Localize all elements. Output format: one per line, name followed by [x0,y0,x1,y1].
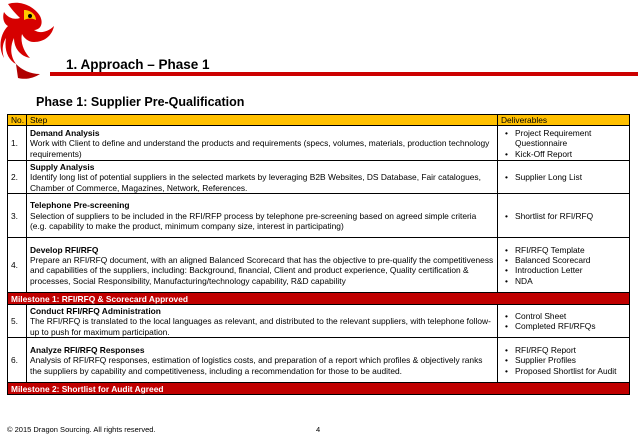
step-description: The RFI/RFQ is translated to the local languages as relevant, and distributed to the relevant suppliers, with telephone follow-up to push for maximum participation. [30,316,491,337]
step-description: Identify long list of potential suppliers in the selected markets by leveraging B2B Websites, DS Database, Fair catalogues, Chamber of Commerce, Magazines, Network, References. [30,172,481,193]
row-number: 4. [8,238,27,293]
deliverable-item: • Completed RFI/RFQs [515,321,626,331]
step-cell [27,238,498,293]
deliverable-item: • Proposed Shortlist for Audit [515,366,626,376]
deliverable-item: • Shortlist for RFI/RFQ [515,211,626,221]
row-number: 5. [8,305,27,338]
deliverables-cell [498,126,630,161]
approach-table [7,114,630,395]
header-deliverables: Deliverables [498,115,630,126]
milestone-row [8,293,630,305]
step-name: Analyze RFI/RFQ Responses [30,344,145,355]
deliverable-item: • Introduction Letter [515,265,626,275]
table-row [8,338,630,383]
deliverable-item: • RFI/RFQ Template [515,245,626,255]
step-description: Analysis of RFI/RFQ responses, estimation of logistics costs, and preparation of a report which profiles & objectively ranks the suppliers by capability and competitiveness, including a recommendation for those to be audited. [30,355,483,376]
deliverables-cell [498,305,630,338]
milestone-label: Milestone 1: RFI/RFQ & Scorecard Approved [8,293,630,305]
step-description: Work with Client to define and understand the products and requirements (specs, volumes, materials, production technology requirements) [30,138,490,159]
step-cell [27,194,498,238]
page-number: 4 [316,425,321,434]
deliverable-item: • Supplier Long List [515,172,626,182]
step-cell [27,161,498,194]
step-cell [27,338,498,383]
row-number: 1. [8,126,27,161]
step-name: Develop RFI/RFQ [30,244,99,255]
deliverable-item: • Kick-Off Report [515,149,626,159]
deliverable-item: • NDA [515,276,626,286]
step-description: Selection of suppliers to be included in the RFI/RFP process by telephone pre-screening based on agreed simple criteria (e.g. capability to make the product, minimum company size, interest in participating) [30,210,477,232]
step-name: Demand Analysis [30,127,100,138]
step-name: Supply Analysis [30,161,95,172]
header-no: No. [8,115,27,126]
table-row [8,238,630,293]
row-number: 3. [8,194,27,238]
milestone-label: Milestone 2: Shortlist for Audit Agreed [8,383,630,395]
table-row [8,194,630,238]
table-row [8,305,630,338]
milestone-row [8,383,630,395]
step-name: Telephone Pre-screening [30,200,130,211]
step-cell [27,126,498,161]
table-row [8,126,630,161]
section-subtitle: Phase 1: Supplier Pre-Qualification [36,95,245,109]
step-name: Conduct RFI/RFQ Administration [30,305,161,316]
deliverable-item: • Balanced Scorecard [515,255,626,265]
row-number: 2. [8,161,27,194]
row-number: 6. [8,338,27,383]
step-cell [27,305,498,338]
deliverables-cell [498,338,630,383]
copyright-footer: © 2015 Dragon Sourcing. All rights reserved. [7,425,156,434]
deliverables-cell [498,161,630,194]
table-header-row [8,115,630,126]
deliverable-item: • Control Sheet [515,311,626,321]
deliverable-item: • Project Requirement Questionnaire [515,128,626,149]
header-step: Step [27,115,498,126]
title-underline [50,72,638,76]
slide-title: 1. Approach – Phase 1 [66,57,210,72]
deliverable-item: • Supplier Profiles [515,355,626,365]
step-description: Prepare an RFI/RFQ document, with an aligned Balanced Scorecard that has the objective to pre-qualify the competitiveness and capabilities of the suppliers, including: Background, financial, Client and product experience, Quality certification & processes, Social Responsibility, Manufacturing/technology capability, R&D capability [30,255,494,286]
deliverable-item: • RFI/RFQ Report [515,345,626,355]
deliverables-cell [498,238,630,293]
deliverables-cell [498,194,630,238]
table-row [8,161,630,194]
